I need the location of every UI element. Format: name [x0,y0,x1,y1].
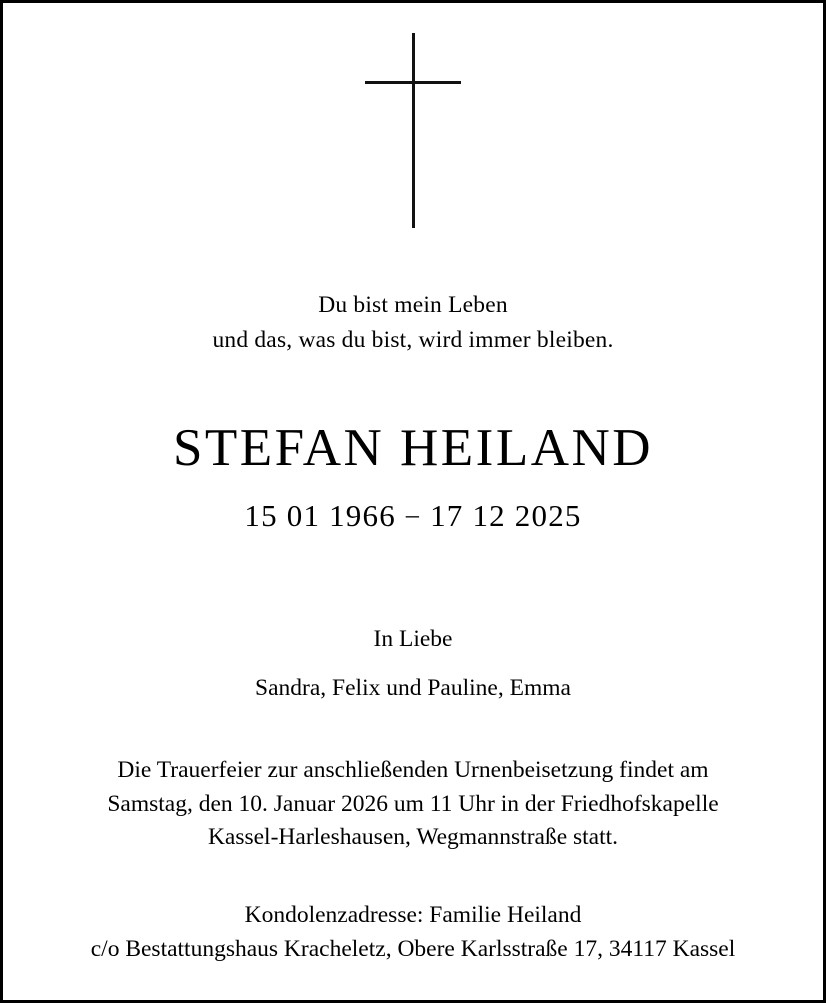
ceremony-details [31,754,795,855]
cross-horizontal-bar [365,81,461,84]
ceremony-line-2: Samstag, den 10. Januar 2026 um 11 Uhr in der Friedhofskapelle [107,790,719,817]
date-separator: – [405,500,421,530]
deceased-name: STEFAN HEILAND [172,418,654,477]
mourners-intro: In Liebe [373,626,453,653]
condolence-line-1: Kondolenzadresse: Familie Heiland [244,901,582,928]
condolence-line-2: c/o Bestattungshaus Kracheletz, Obere Karlsstraße 17, 34117 Kassel [90,935,736,962]
life-dates [244,498,581,534]
memorial-verse [212,288,613,359]
condolence-address [31,899,795,966]
verse-line-2: und das, was du bist, wird immer bleiben. [212,327,614,354]
birth-date: 15 01 1966 [244,498,396,534]
obituary-content [3,3,823,1000]
cross-icon [353,33,473,228]
cross-vertical-bar [412,33,415,228]
mourners-names: Sandra, Felix und Pauline, Emma [255,675,571,702]
ceremony-line-3: Kassel-Harleshausen, Wegmannstraße statt. [207,824,619,851]
verse-line-1: Du bist mein Leben [318,292,508,318]
death-date: 17 12 2025 [430,498,582,534]
ceremony-line-1: Die Trauerfeier zur anschließenden Urnenbeisetzung findet am [117,757,709,784]
